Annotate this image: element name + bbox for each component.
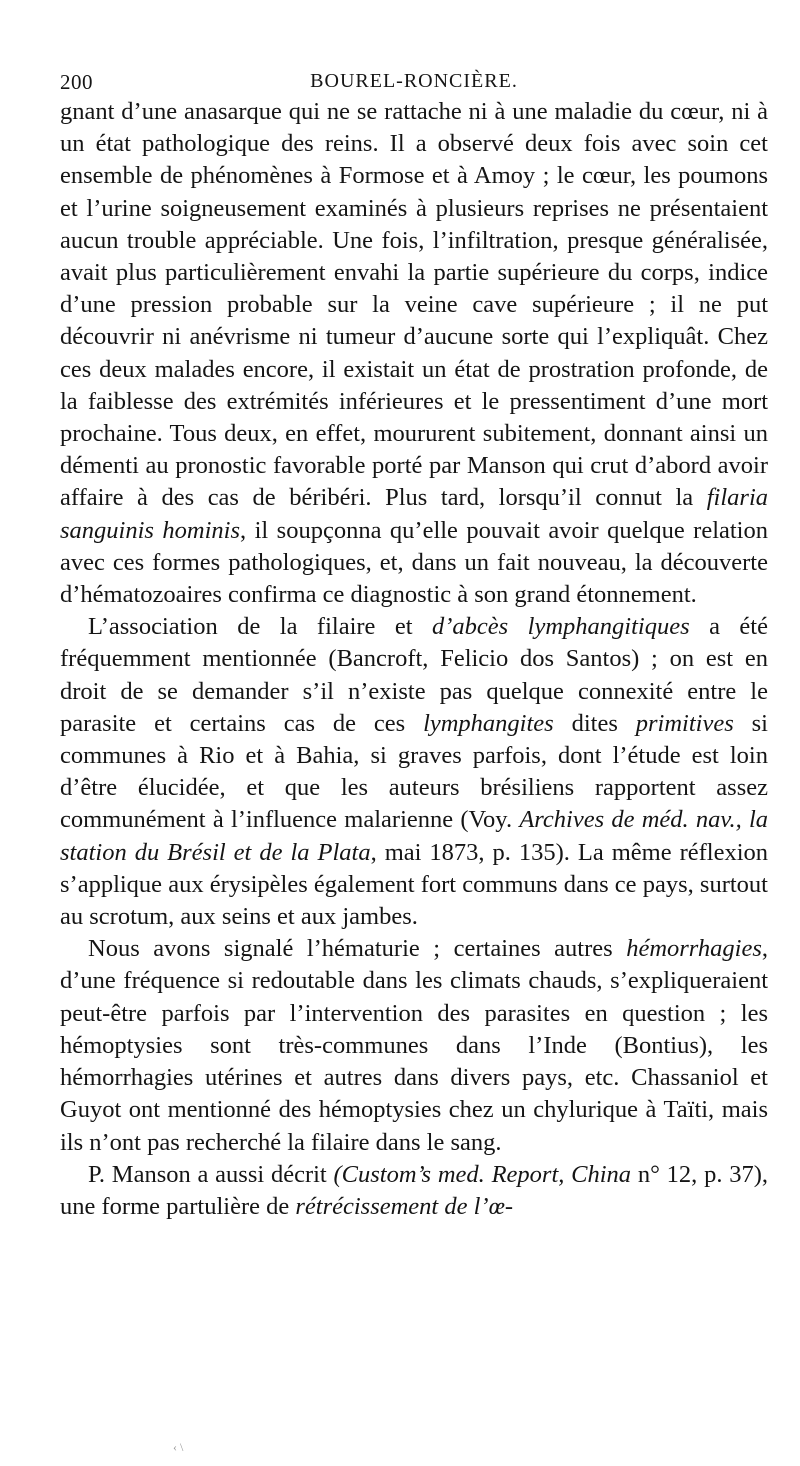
- book-page: [60, 62, 768, 1223]
- text-segment: si communes à Rio et à Bahia, si graves parfois, dont l’étude est loin d’être élucidée, et que les auteurs brésiliens rapportent assez communément à l’influence malarienne (Voy.: [60, 709, 768, 834]
- stray-ink-mark: ‹ \: [173, 1440, 184, 1454]
- italic-text: Archives de méd. nav., la station du Brésil et de la Plata: [60, 806, 769, 866]
- paragraph: [60, 1159, 768, 1223]
- text-segment: P. Manson a aussi décrit: [88, 1160, 334, 1188]
- body-text: [60, 96, 768, 1223]
- italic-text: rétrécissement de l’œ-: [295, 1192, 514, 1220]
- text-segment: gnant d’une anasarque qui ne se rattache ni à une maladie du cœur, ni à un état pathologique des reins. Il a observé deux fois avec soin cet ensemble de phénomènes à Formose et à Amoy ; le cœur, les poumons et l’urine soigneusement examinés à plusieurs reprises ne présentaient aucun trouble appréciable. Une fois, l’infiltration, presque généralisée, avait plus particulièrement envahi la partie supérieure du corps, indice d’une pression probable sur la veine cave supérieure ; il ne put découvrir ni anévrisme ni tumeur d’aucune sorte qui l’expliquât. Chez ces deux malades encore, il existait un état de prostration profonde, de la faiblesse des extrémités inférieures et le pressentiment d’une mort prochaine. Tous deux, en effet, moururent subitement, donnant ainsi un démenti au pronostic favorable porté par Manson qui crut d’abord avoir affaire à des cas de béribéri. Plus tard, lorsqu’il connut la: [60, 98, 768, 512]
- italic-text: (Custom’s med. Report, China: [333, 1160, 632, 1188]
- text-segment: n° 12, p. 37), une forme partulière de: [60, 1160, 768, 1220]
- running-head: BOUREL-RONCIÈRE.: [310, 70, 518, 92]
- page-number: 200: [60, 70, 93, 94]
- text-segment: a été fréquemment mentionnée (Bancroft, Felicio dos Santos) ; on est en droit de se demander s’il n’existe pas quelque connexité entre le parasite et certains cas de ces: [60, 613, 768, 737]
- paragraph: [60, 611, 768, 933]
- italic-text: lymphangites: [423, 709, 554, 737]
- text-segment: , mai 1873, p. 135). La même réflexion s’applique aux érysipèles également fort communs dans ce pays, surtout au scrotum, aux seins et aux jambes.: [60, 838, 768, 931]
- italic-text: primitives: [635, 709, 734, 737]
- text-segment: , d’une fréquence si redoutable dans les climats chauds, s’expliqueraient peut-être parfois par l’intervention des parasites en question ; les hémoptysies sont très-communes dans l’Inde (Bontius), les hémorrhagies utérines et autres dans divers pays, etc. Chassaniol et Guyot ont mentionné des hémoptysies chez un chylurique à Taïti, mais ils n’ont pas recherché la filaire dans le sang.: [60, 935, 768, 1156]
- italic-text: filaria sanguinis hominis: [60, 484, 768, 544]
- italic-text: d’abcès lymphangitiques: [432, 613, 690, 641]
- text-segment: L’association de la filaire et: [88, 613, 433, 641]
- paragraph: [60, 933, 768, 1158]
- text-segment: dites: [553, 709, 636, 737]
- text-segment: Nous avons signalé l’hématurie ; certaines autres: [88, 935, 627, 963]
- italic-text: hémorrhagies: [626, 935, 762, 963]
- paragraph: [60, 96, 768, 611]
- page-header: [60, 62, 768, 96]
- text-segment: , il soupçonna qu’elle pouvait avoir quelque relation avec ces formes pathologiques, et, dans un fait nouveau, la découverte d’hématozoaires confirma ce diagnostic à son grand étonnement.: [60, 516, 768, 609]
